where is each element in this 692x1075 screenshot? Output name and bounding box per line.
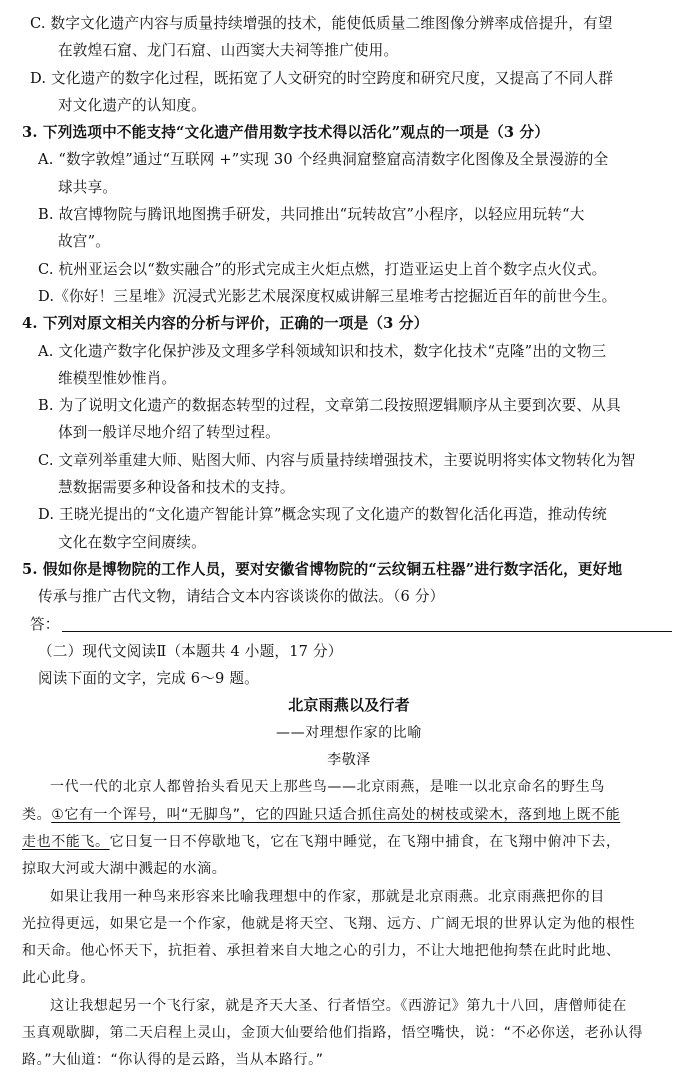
option-line: C. 文章列举重建大师、贴图大师、内容与质量持续增强技术，主要说明将实体文物转化为智 <box>38 451 636 469</box>
paragraph-line: 玉真观歇脚，第二天启程上灵山，金顶大仙要给他们指路，悟空嘴快，说：“不必你送，老孙认得 <box>22 1024 644 1041</box>
option-line: B. 故宫博物院与腾讯地图携手研发，共同推出“玩转故宫”小程序，以轻应用玩转“大 <box>38 206 585 224</box>
option-line: 故宫”。 <box>58 233 111 251</box>
article-author: 李敬泽 <box>327 752 371 769</box>
article-title: 北京雨燕以及行者 <box>288 696 410 715</box>
option-line: B. 为了说明文化遗产的数据态转型的过程，文章第二段按照逻辑顺序从主要到次要、从具 <box>38 397 621 415</box>
paragraph-line: 路。”大仙道：“你认得的是云路，当从本路行。” <box>22 1052 324 1069</box>
section-heading: （二）现代文阅读Ⅱ（本题共 4 小题，17 分） <box>38 642 343 660</box>
answer-label: 答： <box>30 615 60 633</box>
paragraph-line: 掠取大河或大湖中溅起的水滴。 <box>22 861 227 878</box>
article-subtitle: ——对理想作家的比喻 <box>276 724 422 741</box>
option-line: 对文化遗产的认知度。 <box>58 96 206 114</box>
option-line: 文化在数字空间赓续。 <box>58 533 206 551</box>
paragraph-line: 类。①它有一个诨号，叫“无脚鸟”，它的四趾只适合抓住高处的树枝或梁木，落到地上既不能 <box>22 806 621 823</box>
paragraph-line: 一代一代的北京人都曾抬头看见天上那些鸟——北京雨燕，是唯一以北京命名的野生鸟 <box>50 779 605 796</box>
option-line: A. “数字敦煌”通过“互联网 +”实现 30 个经典洞窟整窟高清数字化图像及全景漫游的全 <box>38 151 609 169</box>
option-line: 维模型惟妙惟肖。 <box>58 369 177 387</box>
option-line: C. 杭州亚运会以“数实融合”的形式完成主火炬点燃，打造亚运史上首个数字点火仪式。 <box>38 260 607 278</box>
question-5-stem-cont: 传承与推广古代文物，请结合文本内容谈谈你的做法。（6 分） <box>38 588 445 606</box>
answer-line[interactable] <box>62 617 672 632</box>
option-line: 体到一般详尽地介绍了转型过程。 <box>58 424 280 442</box>
option-line: 慧数据需要多种设备和技术的支持。 <box>58 479 295 497</box>
option-line: D. 王晓光提出的“文化遗产智能计算”概念实现了文化遗产的数智化活化再造，推动传统 <box>38 506 607 524</box>
option-line: D. 文化遗产的数字化过程，既拓宽了人文研究的时空跨度和研究尺度，又提高了不同人群 <box>30 69 614 87</box>
option-line: A. 文化遗产数字化保护涉及文理多学科领域知识和技术，数字化技术“克隆”出的文物三 <box>38 342 607 360</box>
underlined-sentence-1: ①它有一个诨号，叫“无脚鸟”，它的四趾只适合抓住高处的树枝或梁木，落到地上既不能 <box>51 806 621 823</box>
paragraph-line: 光拉得更远，如果它是一个作家，他就是将天空、飞翔、远方、广阔无垠的世界认定为他的根性 <box>22 915 636 932</box>
option-line: D.《你好！三星堆》沉浸式光影艺术展深度权威讲解三星堆考古挖掘近百年的前世今生。 <box>38 287 617 305</box>
paragraph-line: 这让我想起另一个飞行家，就是齐天大圣、行者悟空。《西游记》第九十八回，唐僧师徒在 <box>50 997 627 1014</box>
underlined-sentence-1-cont: 走也不能飞。 <box>22 833 110 850</box>
paragraph-line: 如果让我用一种鸟来形容来比喻我理想中的作家，那就是北京雨燕。北京雨燕把你的目 <box>50 888 605 905</box>
section-instruction: 阅读下面的文字，完成 6～9 题。 <box>38 670 259 688</box>
paragraph-line: 此心此身。 <box>22 970 95 987</box>
paragraph-line: 走也不能飞。它日复一日不停歇地飞，它在飞翔中睡觉，在飞翔中捕食，在飞翔中俯冲下去， <box>22 833 621 850</box>
option-line: C. 数字文化遗产内容与质量持续增强的技术，能使低质量二维图像分辨率成倍提升，有望 <box>30 15 613 32</box>
question-4-stem: 4. 下列对原文相关内容的分析与评价，正确的一项是（3 分） <box>22 315 429 333</box>
answer-area[interactable] <box>22 611 676 638</box>
question-5-stem: 5. 假如你是博物院的工作人员，要对安徽省博物院的“云纹铜五柱器”进行数字活化，更好地 <box>22 560 623 578</box>
option-line: 在敦煌石窟、龙门石窟、山西窦大夫祠等推广使用。 <box>58 42 399 60</box>
option-line: 球共享。 <box>58 178 118 196</box>
paragraph-line: 和天命。他心怀天下，抗拒着、承担着来自大地之心的引力，不让大地把他拘禁在此时此地、 <box>22 943 621 960</box>
question-3-stem: 3. 下列选项中不能支持“文化遗产借用数字技术得以活化”观点的一项是（3 分） <box>22 124 550 142</box>
